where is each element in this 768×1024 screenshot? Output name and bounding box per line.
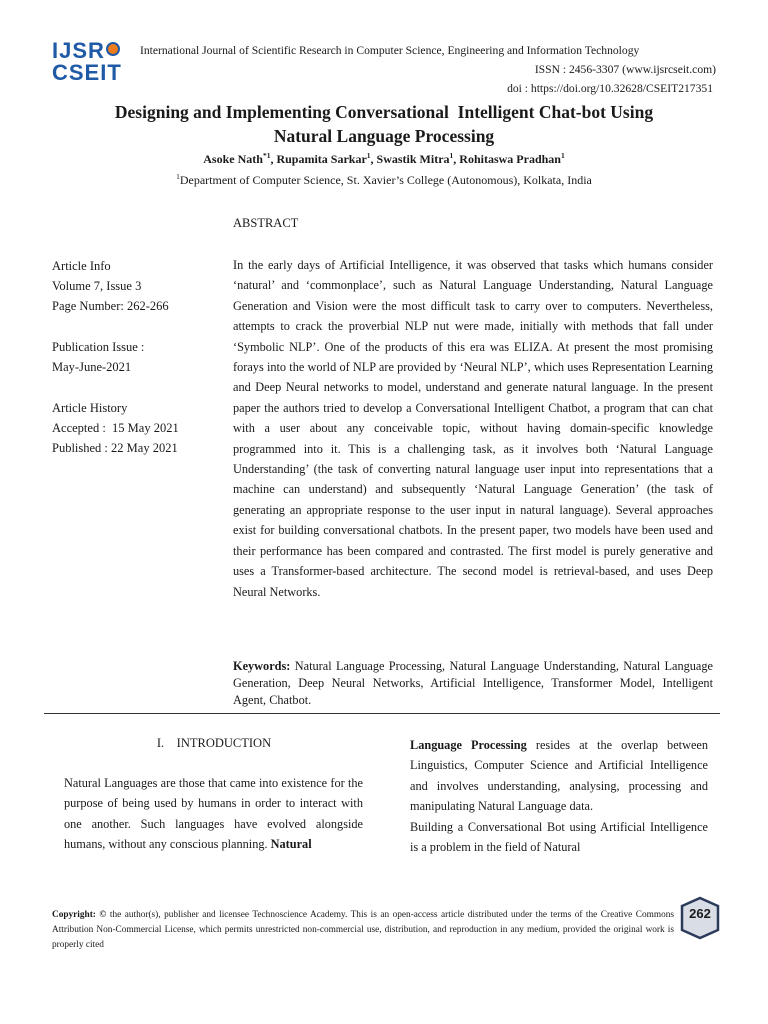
- author-name: Swastik Mitra: [376, 152, 450, 166]
- doi-link[interactable]: doi : https://doi.org/10.32628/CSEIT217351: [507, 82, 713, 95]
- published-date: Published : 22 May 2021: [52, 441, 178, 455]
- paper-title: [40, 100, 728, 148]
- author-name: Rupamita Sarkar: [276, 152, 367, 166]
- affiliation: [40, 172, 728, 188]
- introduction-right-column: [410, 735, 708, 857]
- keywords-label: Keywords:: [233, 659, 291, 673]
- issn: ISSN : 2456-3307 (www.ijsrcseit.com): [534, 63, 716, 76]
- author-affiliation-mark: 1: [560, 151, 565, 160]
- keywords-text: Natural Language Processing, Natural Language Understanding, Natural Language Generation, Deep Neural Networks, Artificial Intelligence, Transformer Model, Intelligent Agent, Chatbot.: [233, 659, 713, 707]
- copyright-notice: [52, 908, 674, 953]
- abstract-text: In the early days of Artificial Intelligence, it was observed that tasks which humans consider ‘natural’ and ‘commonplace’, such as Natural Language Understanding, Natural Language Generation and Vision were the most difficult task to carry over to computers. Nevertheless, attempts to crack the proverbial NLP nut were made, initially with methods that fall under ‘Symbolic NLP’. One of the products of this era was ELIZA. At present the most promising forays into the world of NLP are provided by ‘Neural NLP’, which uses Representation Learning and Deep Neural networks to model, understand and generate natural language. In the present paper the authors tried to develop a Conversational Intelligent Chatbot, a program that can chat with a user about any conceivable topic, without having domain-specific knowledge programmed into it. This is a challenging task, as it involves both ‘Natural Language Understanding’ (the task of converting natural language user input into representations that a machine can understand) and subsequently ‘Natural Language Generation’ (the task of generating an appropriate response to the user input in natural language). Several approaches exist for building conversational chatbots. In the present paper, two models have been used and their performance has been compared and contrasted. The first model is purely generative and uses a Transformer-based architecture. The second model is retrieval-based, and uses Deep Neural Networks.: [233, 258, 713, 599]
- keywords: [233, 658, 713, 709]
- paper-title-line-2: Natural Language Processing: [273, 126, 495, 146]
- page-number: 262: [689, 906, 711, 921]
- copyright-label: Copyright: ©: [52, 910, 107, 920]
- introduction-paragraph: [410, 735, 708, 817]
- author-affiliation-mark: 1: [449, 151, 454, 160]
- article-volume: Volume 7, Issue 3: [52, 279, 142, 293]
- author-separator: ,: [453, 152, 460, 166]
- introduction-paragraph: Building a Conversational Bot using Artificial Intelligence is a problem in the field of Natural: [410, 819, 708, 855]
- section-divider: [44, 713, 720, 714]
- article-history-heading: Article History: [52, 401, 128, 415]
- bold-term: Natural: [270, 837, 312, 852]
- author-separator: ,: [370, 152, 377, 166]
- journal-name: International Journal of Scientific Research in Computer Science, Engineering and Information Technology: [140, 44, 640, 57]
- copyright-text: the author(s), publisher and licensee Technoscience Academy. This is an open-access article distributed under the terms of the Creative Commons Attribution Non-Commercial License, which permits unrestricted non-commercial use, distribution, and reproduction in any medium, provided the original work is properly cited: [52, 910, 675, 950]
- introduction-heading: I. INTRODUCTION: [156, 736, 272, 750]
- author-separator: ,: [270, 152, 277, 166]
- author-list: [40, 151, 728, 167]
- introduction-text: resides at the overlap between Linguistics, Computer Science and Artificial Intelligence and involves understanding, analysing, processing and manipulating Natural Language data.: [410, 738, 709, 814]
- author-affiliation-mark: 1: [366, 151, 371, 160]
- author-name: Asoke Nath: [203, 152, 263, 166]
- accepted-date: Accepted : 15 May 2021: [52, 421, 179, 435]
- publication-issue-heading: Publication Issue :: [52, 340, 145, 354]
- article-pages: Page Number: 262-266: [52, 299, 169, 313]
- publication-issue: May-June-2021: [52, 360, 132, 374]
- logo-cseit-text: CSEIT: [52, 60, 122, 85]
- article-info-heading: Article Info: [52, 259, 111, 273]
- logo-ijsr-text: IJSR: [52, 40, 134, 62]
- logo-circle-icon: [106, 42, 120, 56]
- journal-logo: [52, 40, 134, 84]
- affiliation-text: Department of Computer Science, St. Xavier’s College (Autonomous), Kolkata, India: [179, 173, 592, 187]
- author-name: Rohitaswa Pradhan: [459, 152, 561, 166]
- author-affiliation-mark: *1: [262, 151, 271, 160]
- introduction-left-column: [64, 773, 363, 855]
- affiliation-mark: 1: [176, 172, 180, 181]
- bold-term: Language Processing: [410, 738, 527, 752]
- abstract-heading: ABSTRACT: [233, 216, 299, 230]
- introduction-paragraph: Natural Languages are those that came into existence for the purpose of being used by humans in order to interact with one another. Such languages have evolved alongside humans, without any conscious planning.: [64, 776, 363, 852]
- paper-title-line-1: Designing and Implementing Conversational Intelligent Chat-bot Using: [114, 102, 654, 122]
